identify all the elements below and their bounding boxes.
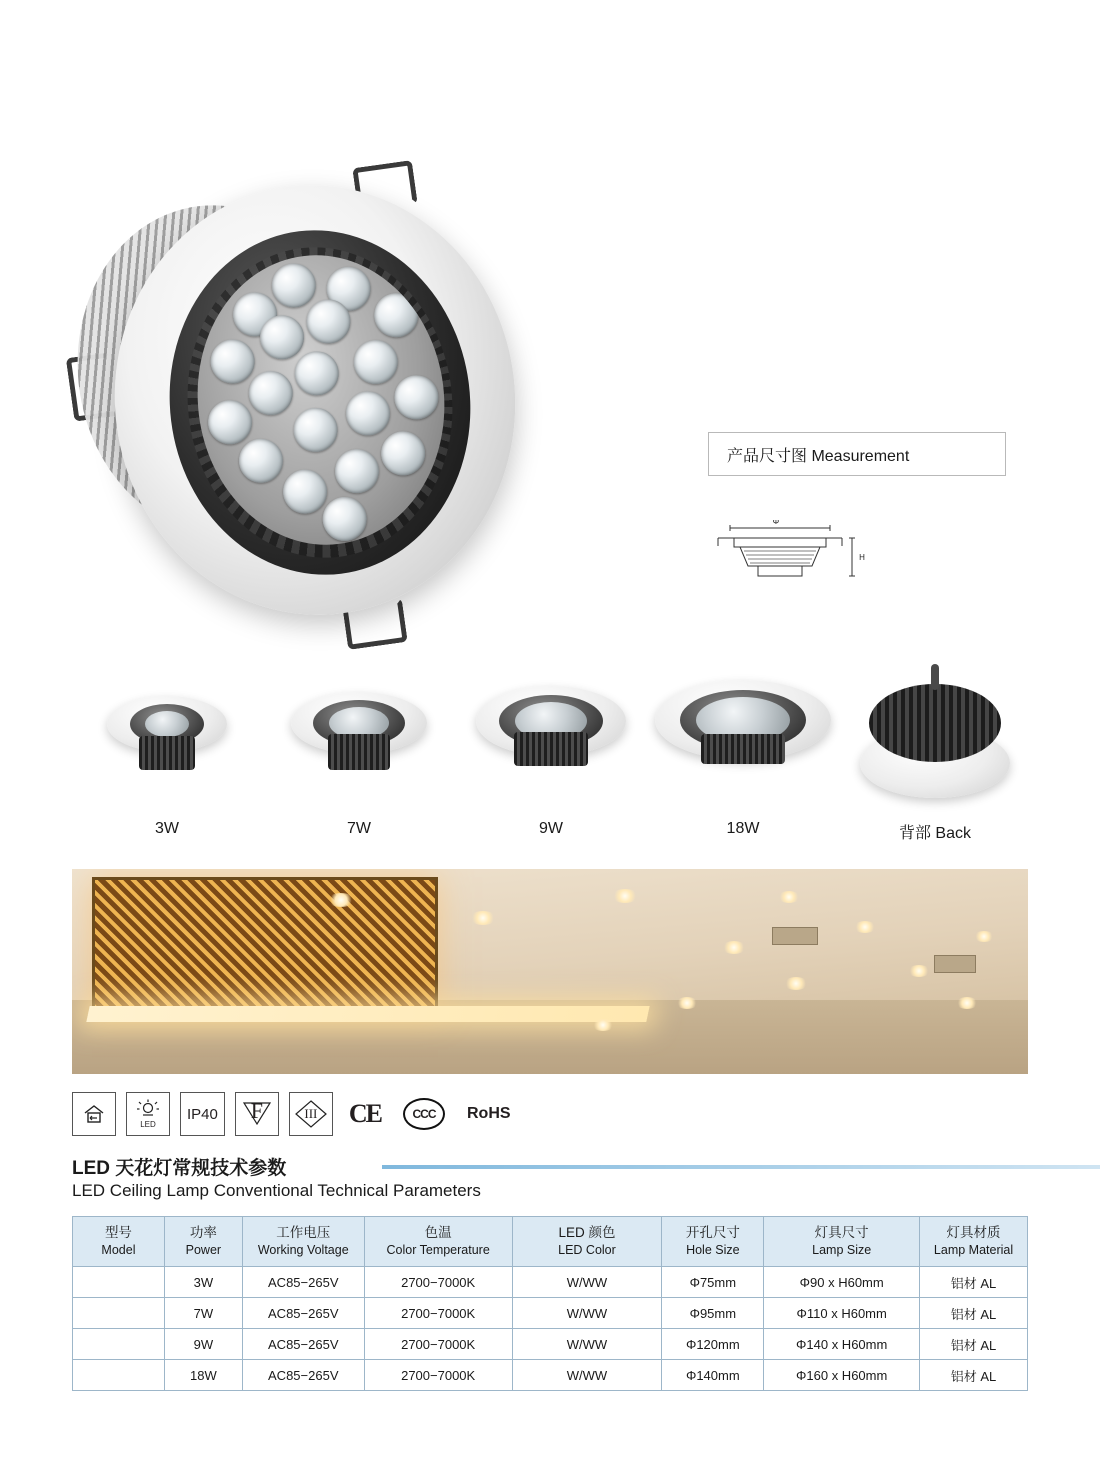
led-icon-label: LED	[140, 1120, 156, 1129]
title-accent-rule	[382, 1165, 1100, 1169]
header-cn: LED 颜色	[558, 1225, 616, 1240]
measurement-title-box	[708, 432, 1006, 476]
header-cn: 灯具尺寸	[814, 1225, 869, 1240]
cell-color-temperature: 2700−7000K	[364, 1267, 512, 1298]
cell-power: 18W	[164, 1360, 242, 1391]
cell-color-temperature: 2700−7000K	[364, 1360, 512, 1391]
certification-icons	[72, 1090, 517, 1138]
variant-item-back	[840, 672, 1030, 842]
application-photo	[72, 869, 1028, 1074]
ce-mark-label: CE	[348, 1099, 381, 1128]
measurement-diagram	[712, 520, 872, 600]
ceiling-vent-1	[772, 927, 818, 945]
table-header-row	[73, 1217, 1028, 1267]
f-mark-icon	[235, 1092, 279, 1136]
cell-working-voltage: AC85−265V	[242, 1267, 364, 1298]
col-header-working-voltage	[242, 1217, 364, 1267]
ip40-icon	[180, 1092, 225, 1136]
header-cn: 色温	[424, 1225, 452, 1240]
indoor-use-icon	[72, 1092, 116, 1136]
cell-lamp-size: Φ110 x H60mm	[764, 1298, 920, 1329]
header-cn: 开孔尺寸	[685, 1225, 740, 1240]
ccc-mark-icon	[397, 1092, 451, 1136]
table-row	[73, 1298, 1028, 1329]
header-cn: 工作电压	[276, 1225, 331, 1240]
cell-model	[73, 1360, 165, 1391]
col-header-power	[164, 1217, 242, 1267]
variant-label: 3W	[155, 820, 179, 837]
col-header-hole-size	[662, 1217, 764, 1267]
variant-label: 背部 Back	[898, 825, 972, 842]
cell-lamp-material: 铝材 AL	[920, 1298, 1028, 1329]
svg-text:H: H	[859, 553, 865, 562]
col-header-lamp-size	[764, 1217, 920, 1267]
section-title-cn: LED 天花灯常规技术参数	[72, 1158, 287, 1179]
decorative-grille-wall	[92, 877, 438, 1013]
class-three-label: III	[304, 1106, 318, 1121]
variant-item-18w	[648, 672, 838, 837]
header-en: Hole Size	[686, 1243, 740, 1258]
variant-gallery	[72, 672, 1032, 852]
variant-item-9w	[456, 672, 646, 837]
cell-led-color: W/WW	[512, 1267, 662, 1298]
variant-item-3w	[72, 672, 262, 837]
cell-lamp-material: 铝材 AL	[920, 1329, 1028, 1360]
cell-hole-size: Φ120mm	[662, 1329, 764, 1360]
col-header-lamp-material	[920, 1217, 1028, 1267]
header-cn: 功率	[189, 1225, 217, 1240]
cell-lamp-size: Φ90 x H60mm	[764, 1267, 920, 1298]
col-header-led-color	[512, 1217, 662, 1267]
cell-power: 7W	[164, 1298, 242, 1329]
class-three-icon	[289, 1092, 333, 1136]
ccc-mark-label: CCC	[412, 1107, 436, 1121]
light-strip	[86, 1006, 649, 1022]
variant-label: 9W	[539, 820, 563, 837]
rohs-mark-icon	[461, 1092, 517, 1136]
table-row	[73, 1267, 1028, 1298]
cell-hole-size: Φ140mm	[662, 1360, 764, 1391]
cell-lamp-material: 铝材 AL	[920, 1267, 1028, 1298]
ip40-label: IP40	[187, 1105, 218, 1123]
header-en: Lamp Size	[812, 1243, 872, 1258]
section-title-row	[72, 1153, 1028, 1180]
cell-power: 9W	[164, 1329, 242, 1360]
header-cn: 型号	[104, 1225, 132, 1240]
led-light-icon	[126, 1092, 170, 1136]
cell-power: 3W	[164, 1267, 242, 1298]
rohs-mark-label: RoHS	[466, 1105, 511, 1122]
specifications-table	[72, 1216, 1028, 1391]
cell-color-temperature: 2700−7000K	[364, 1329, 512, 1360]
cell-working-voltage: AC85−265V	[242, 1298, 364, 1329]
cell-model	[73, 1298, 165, 1329]
table-row	[73, 1329, 1028, 1360]
header-en: Lamp Material	[933, 1243, 1014, 1258]
measurement-title-label: 产品尺寸图 Measurement	[727, 447, 910, 465]
cell-lamp-size: Φ140 x H60mm	[764, 1329, 920, 1360]
header-en: LED Color	[558, 1243, 616, 1258]
header-cn: 灯具材质	[946, 1225, 1001, 1240]
ceiling-vent-2	[934, 955, 976, 973]
cell-model	[73, 1329, 165, 1360]
cell-led-color: W/WW	[512, 1298, 662, 1329]
cell-lamp-size: Φ160 x H60mm	[764, 1360, 920, 1391]
cell-model	[73, 1267, 165, 1298]
header-en: Color Temperature	[386, 1243, 490, 1258]
cell-working-voltage: AC85−265V	[242, 1360, 364, 1391]
variant-item-7w	[264, 672, 454, 837]
table-row	[73, 1360, 1028, 1391]
svg-text:Φ: Φ	[772, 520, 780, 526]
header-en: Power	[185, 1243, 222, 1258]
cell-hole-size: Φ75mm	[662, 1267, 764, 1298]
header-en: Model	[101, 1243, 136, 1258]
cell-working-voltage: AC85−265V	[242, 1329, 364, 1360]
measurement-svg	[712, 520, 872, 600]
header-en: Working Voltage	[257, 1243, 349, 1258]
variant-label: 18W	[726, 820, 760, 837]
cell-hole-size: Φ95mm	[662, 1298, 764, 1329]
col-header-color-temperature	[364, 1217, 512, 1267]
section-title-en: LED Ceiling Lamp Conventional Technical Parameters	[72, 1181, 481, 1200]
hero-product-image	[60, 150, 530, 650]
variant-label: 7W	[347, 820, 371, 837]
cell-led-color: W/WW	[512, 1329, 662, 1360]
f-mark-label: F	[250, 1098, 263, 1123]
ce-mark-icon	[343, 1092, 387, 1136]
col-header-model	[73, 1217, 165, 1267]
cell-led-color: W/WW	[512, 1360, 662, 1391]
cell-color-temperature: 2700−7000K	[364, 1298, 512, 1329]
cell-lamp-material: 铝材 AL	[920, 1360, 1028, 1391]
